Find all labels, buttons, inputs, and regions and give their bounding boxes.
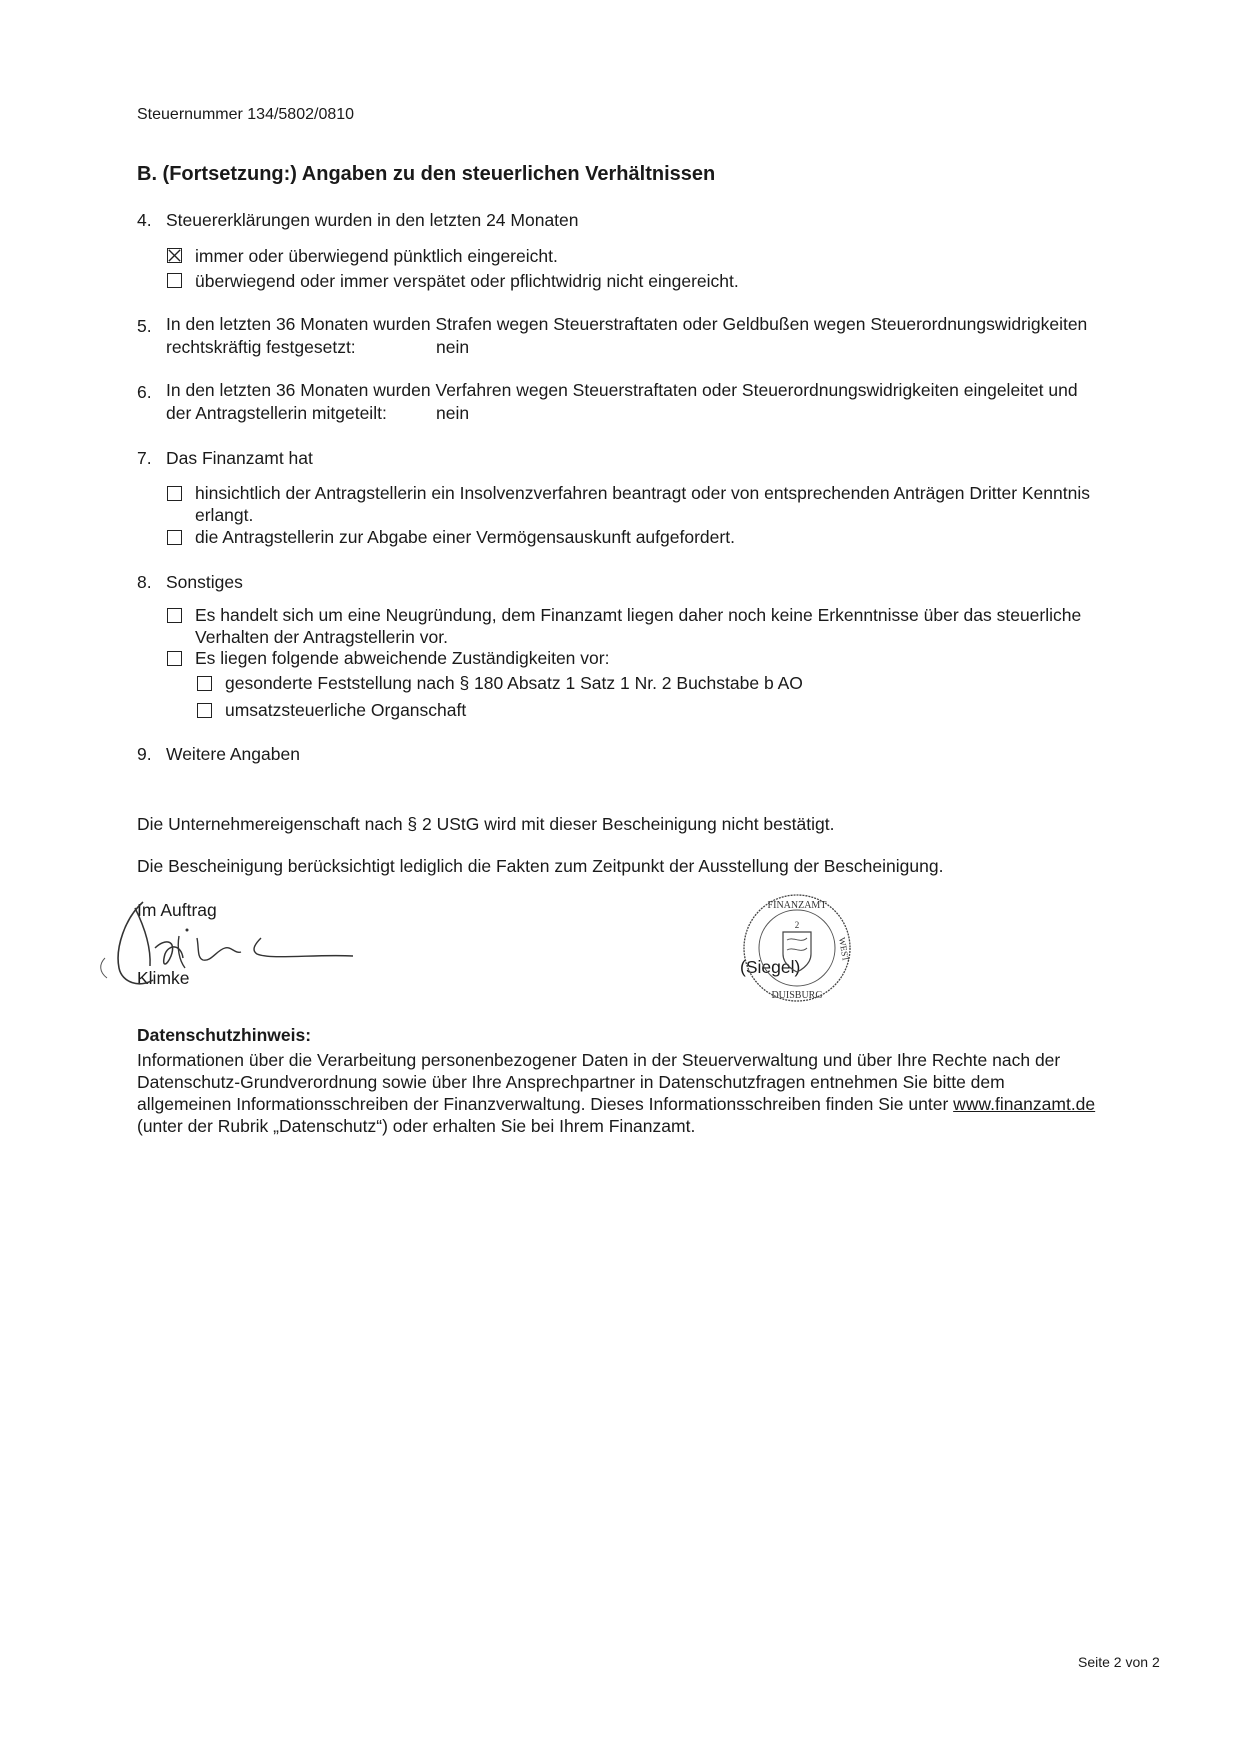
option-insolvency-line2: erlangt. bbox=[195, 505, 254, 525]
finanzamt-website-link[interactable]: www.finanzamt.de bbox=[953, 1094, 1096, 1114]
checkbox-cross-icon bbox=[168, 249, 181, 262]
checkbox-separate-assessment[interactable] bbox=[197, 676, 212, 691]
page-number: Seite 2 von 2 bbox=[1078, 1654, 1160, 1670]
privacy-line3-text: allgemeinen Informationsschreiben der Finanzverwaltung. Dieses Informationsschreiben finden Sie unter bbox=[137, 1094, 954, 1114]
item-5-line2: rechtskräftig festgesetzt: bbox=[166, 337, 356, 357]
section-title: B. (Fortsetzung:) Angaben zu den steuerlichen Verhältnissen bbox=[137, 163, 716, 185]
privacy-line3 bbox=[137, 1093, 1095, 1115]
checkbox-different-competence[interactable] bbox=[167, 651, 182, 666]
option-timely-filed-label: immer oder überwiegend pünktlich eingereicht. bbox=[195, 246, 558, 266]
item-4-text: Steuererklärungen wurden in den letzten 24 Monaten bbox=[166, 210, 579, 230]
item-6-line1: In den letzten 36 Monaten wurden Verfahren wegen Steuerstraftaten oder Steuerordnungswidrigkeiten eingeleitet und bbox=[166, 380, 1078, 400]
on-behalf-label: Im Auftrag bbox=[137, 900, 217, 920]
item-6-value: nein bbox=[436, 403, 470, 423]
option-vat-group-label: umsatzsteuerliche Organschaft bbox=[225, 700, 467, 720]
item-9-text: Weitere Angaben bbox=[166, 744, 300, 764]
item-4-number: 4. bbox=[137, 210, 152, 230]
item-7-number: 7. bbox=[137, 448, 152, 468]
checkbox-insolvency[interactable] bbox=[167, 486, 182, 501]
option-different-competence-label: Es liegen folgende abweichende Zuständigkeiten vor: bbox=[195, 648, 610, 668]
item-6-line2: der Antragstellerin mitgeteilt: bbox=[166, 403, 387, 423]
option-insolvency-line1: hinsichtlich der Antragstellerin ein Insolvenzverfahren beantragt oder von entsprechenden Anträgen Dritter Kenntnis bbox=[195, 483, 1090, 503]
checkbox-vat-group[interactable] bbox=[197, 703, 212, 718]
item-5-number: 5. bbox=[137, 316, 152, 336]
seal-side-text: WEST bbox=[836, 936, 852, 963]
option-late-filed-label: überwiegend oder immer verspätet oder pflichtwidrig nicht eingereicht. bbox=[195, 271, 739, 291]
checkbox-late-filed[interactable] bbox=[167, 273, 182, 288]
privacy-line1: Informationen über die Verarbeitung personenbezogener Daten in der Steuerverwaltung und über Ihre Rechte nach der bbox=[137, 1050, 1061, 1070]
checkbox-timely-filed[interactable] bbox=[167, 248, 182, 263]
option-asset-disclosure-label: die Antragstellerin zur Abgabe einer Vermögensauskunft aufgefordert. bbox=[195, 527, 735, 547]
item-8-number: 8. bbox=[137, 572, 152, 592]
seal-number: 2 bbox=[794, 920, 800, 930]
option-new-company-line1: Es handelt sich um eine Neugründung, dem Finanzamt liegen daher noch keine Erkenntnisse über das steuerliche bbox=[195, 605, 1082, 625]
checkbox-asset-disclosure[interactable] bbox=[167, 530, 182, 545]
item-5-line1: In den letzten 36 Monaten wurden Strafen wegen Steuerstraftaten oder Geldbußen wegen Steuerordnungswidrigkeiten bbox=[166, 314, 1088, 334]
item-5-value: nein bbox=[436, 337, 470, 357]
option-separate-assessment-label: gesonderte Feststellung nach § 180 Absatz 1 Satz 1 Nr. 2 Buchstabe b AO bbox=[225, 673, 803, 693]
checkbox-new-company[interactable] bbox=[167, 608, 182, 623]
item-8-text: Sonstiges bbox=[166, 572, 243, 592]
seal-bottom-text: DUISBURG bbox=[771, 990, 823, 1001]
tax-number: Steuernummer 134/5802/0810 bbox=[137, 106, 355, 123]
signatory-name: Klimke bbox=[137, 968, 190, 988]
handwritten-signature bbox=[95, 888, 365, 998]
privacy-line4: (unter der Rubrik „Datenschutz“) oder erhalten Sie bei Ihrem Finanzamt. bbox=[137, 1116, 696, 1136]
seal-label: (Siegel) bbox=[740, 957, 801, 977]
option-new-company-line2: Verhalten der Antragstellerin vor. bbox=[195, 627, 448, 647]
item-6-number: 6. bbox=[137, 382, 152, 402]
official-seal bbox=[737, 888, 857, 1008]
note-business-status: Die Unternehmereigenschaft nach § 2 UStG wird mit dieser Bescheinigung nicht bestätigt. bbox=[137, 814, 835, 834]
item-7-text: Das Finanzamt hat bbox=[166, 448, 313, 468]
note-facts-date: Die Bescheinigung berücksichtigt lediglich die Fakten zum Zeitpunkt der Ausstellung der Bescheinigung. bbox=[137, 856, 944, 876]
item-9-number: 9. bbox=[137, 744, 152, 764]
privacy-title: Datenschutzhinweis: bbox=[137, 1025, 312, 1045]
privacy-line2: Datenschutz-Grundverordnung sowie über Ihre Ansprechpartner in Datenschutzfragen entnehmen Sie bitte dem bbox=[137, 1072, 1005, 1092]
seal-top-text: FINANZAMT bbox=[767, 900, 827, 911]
